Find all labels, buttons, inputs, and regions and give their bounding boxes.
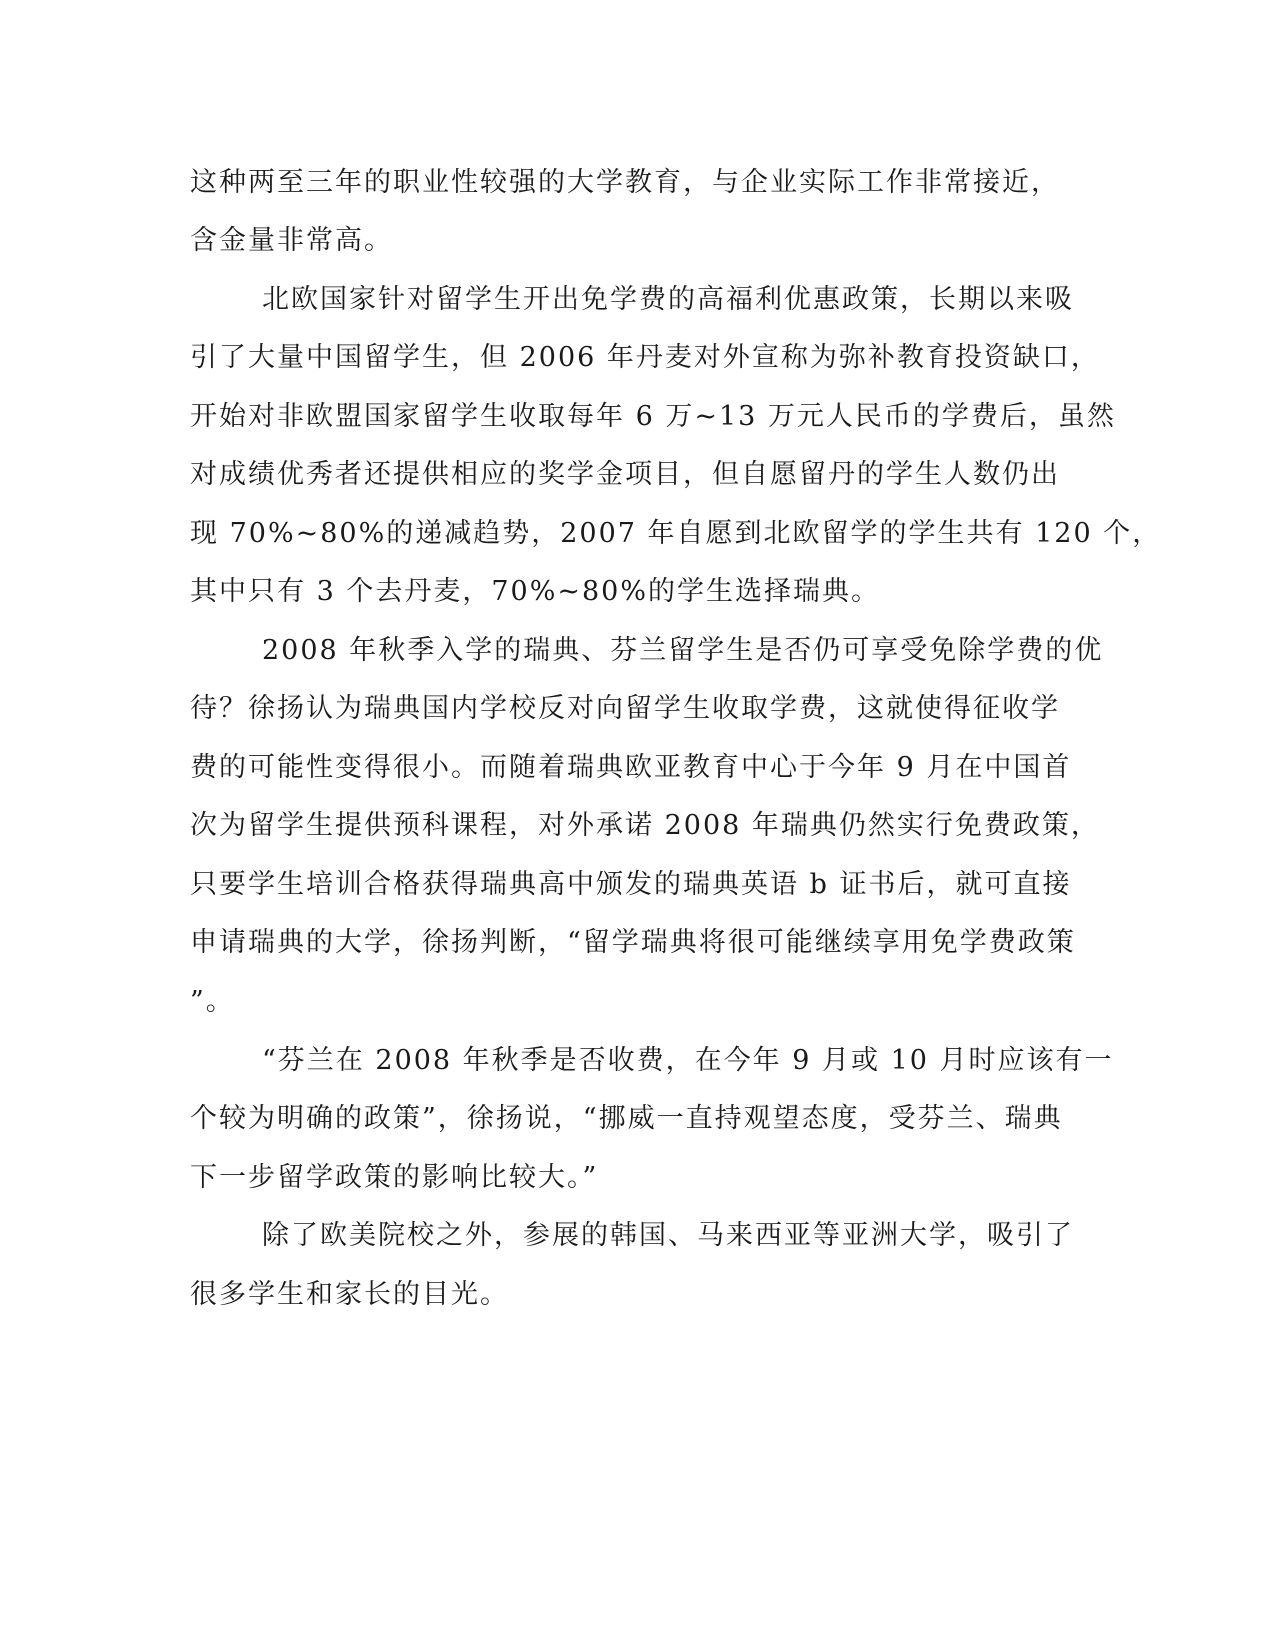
text-line: 引了大量中国留学生，但 2006 年丹麦对外宣称为弥补教育投资缺口， [190, 342, 1100, 373]
text-line: 开始对非欧盟国家留学生收取每年 6 万~13 万元人民币的学费后，虽然 [190, 401, 1116, 432]
paragraph-first-line: 2008 年秋季入学的瑞典、芬兰留学生是否仍可享受免除学费的优 [262, 635, 1104, 666]
text-line: 个较为明确的政策”，徐扬说，“挪威一直持观望态度，受芬兰、瑞典 [190, 1103, 1063, 1134]
paragraph-first-line: 北欧国家针对留学生开出免学费的高福利优惠政策，长期以来吸 [262, 284, 1074, 315]
text-line: 待？徐扬认为瑞典国内学校反对向留学生收取学费，这就使得征收学 [190, 693, 1060, 724]
paragraph-first-line: 除了欧美院校之外，参展的韩国、马来西亚等亚洲大学，吸引了 [262, 1220, 1074, 1251]
text-line: 这种两至三年的职业性较强的大学教育，与企业实际工作非常接近， [190, 167, 1060, 198]
text-line: 下一步留学政策的影响比较大。” [190, 1162, 599, 1193]
text-line: 只要学生培训合格获得瑞典高中颁发的瑞典英语 b 证书后，就可直接 [190, 869, 1072, 900]
text-line: 申请瑞典的大学，徐扬判断，“留学瑞典将很可能继续享用免学费政策 [190, 927, 1076, 958]
text-line: 次为留学生提供预科课程，对外承诺 2008 年瑞典仍然实行免费政策， [190, 810, 1100, 841]
text-line: 费的可能性变得很小。而随着瑞典欧亚教育中心于今年 9 月在中国首 [190, 752, 1072, 783]
text-line: 很多学生和家长的目光。 [190, 1279, 509, 1310]
text-line: 现 70%~80%的递减趋势，2007 年自愿到北欧留学的学生共有 120 个， [190, 518, 1162, 549]
text-line: 其中只有 3 个去丹麦，70%~80%的学生选择瑞典。 [190, 576, 880, 607]
text-line: ”。 [190, 986, 235, 1017]
text-line: 对成绩优秀者还提供相应的奖学金项目，但自愿留丹的学生人数仍出 [190, 459, 1060, 490]
paragraph-first-line: “芬兰在 2008 年秋季是否收费，在今年 9 月或 10 月时应该有一 [262, 1045, 1114, 1076]
text-line: 含金量非常高。 [190, 225, 393, 256]
